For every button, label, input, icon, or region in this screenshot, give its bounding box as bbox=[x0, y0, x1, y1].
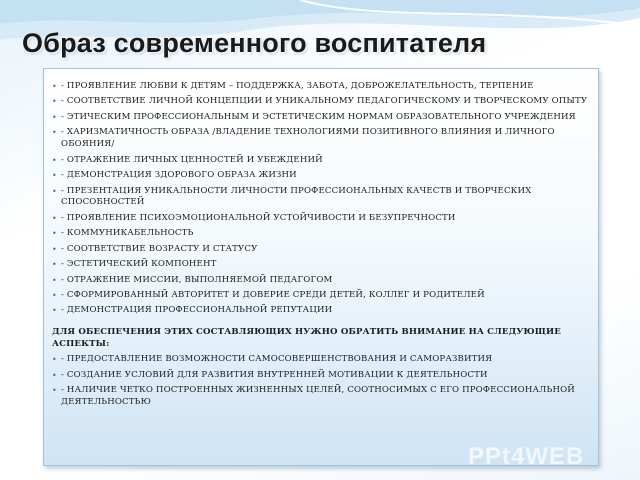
list-item bbox=[52, 244, 590, 256]
list-item-text: - ПРОЯВЛЕНИЕ ЛЮБВИ К ДЕТЯМ – ПОДДЕРЖКА, ЗАБОТА, ДОБРОЖЕЛАТЕЛЬНОСТЬ, ТЕРПЕНИЕ bbox=[61, 81, 534, 91]
list-item bbox=[52, 127, 590, 150]
list-item-text: - СООТВЕТСТВИЕ ВОЗРАСТУ И СТАТУСУ bbox=[61, 243, 258, 254]
watermark: PPt4WEB bbox=[468, 443, 585, 470]
list-item-text: - СООТВЕТСТВИЕ ЛИЧНОЙ КОНЦЕПЦИИ И УНИКАЛЬНОМУ ПЕДАГОГИЧЕСКОМУ И ТВОРЧЕСКОМУ ОПЫТУ bbox=[61, 96, 588, 107]
list-item-text: - ПРЕЗЕНТАЦИЯ УНИКАЛЬНОСТИ ЛИЧНОСТИ ПРОФЕССИОНАЛЬНЫХ КАЧЕСТВ И ТВОРЧЕСКИХ СПОСОБНОСТЕЙ bbox=[61, 185, 532, 208]
list-item bbox=[52, 275, 590, 287]
list-item bbox=[52, 228, 590, 240]
list-item-text: - НАЛИЧИЕ ЧЕТКО ПОСТРОЕННЫХ ЖИЗНЕННЫХ ЦЕЛЕЙ, СООТНОСИМЫХ С ЕГО ПРОФЕССИОНАЛЬНОЙ ДЕЯТЕЛЬНОСТЬЮ bbox=[61, 385, 575, 407]
bullet-icon: • bbox=[52, 155, 57, 165]
list-item-text: - ОТРАЖЕНИЕ МИССИИ, ВЫПОЛНЯЕМОЙ ПЕДАГОГОМ bbox=[61, 274, 333, 285]
list-item-text: - ПРЕДОСТАВЛЕНИЕ ВОЗМОЖНОСТИ САМОСОВЕРШЕНСТВОВАНИЯ И САМОРАЗВИТИЯ bbox=[61, 354, 493, 365]
list-item-text: - ОТРАЖЕНИЕ ЛИЧНЫХ ЦЕННОСТЕЙ И УБЕЖДЕНИЙ bbox=[61, 154, 323, 165]
list-item-text: - КОММУНИКАБЕЛЬНОСТЬ bbox=[61, 228, 194, 239]
bullet-icon: • bbox=[52, 291, 57, 300]
bullet-icon: • bbox=[52, 260, 57, 270]
bullet-icon: • bbox=[52, 128, 57, 138]
bullet-icon: • bbox=[52, 171, 57, 181]
list-item bbox=[52, 81, 590, 93]
list-item bbox=[52, 170, 590, 182]
bullet-icon: • bbox=[52, 213, 57, 223]
aspects-list bbox=[52, 354, 590, 408]
bullet-icon: • bbox=[52, 355, 57, 365]
bullet-icon: • bbox=[52, 244, 57, 254]
list-item-text: - ЭТИЧЕСКИМ ПРОФЕССИОНАЛЬНЫМ И ЭСТЕТИЧЕСКИМ НОРМАМ ОБРАЗОВАТЕЛЬНОГО УЧРЕЖДЕНИЯ bbox=[61, 111, 576, 122]
list-item bbox=[52, 354, 590, 366]
aspects-heading: ДЛЯ ОБЕСПЕЧЕНИЯ ЭТИХ СОСТАВЛЯЮЩИХ НУЖНО ОБРАТИТЬ ВНИМАНИЕ НА СЛЕДУЮЩИЕ АСПЕКТЫ: bbox=[52, 327, 561, 349]
list-item-text: - ДЕМОНСТРАЦИЯ ЗДОРОВОГО ОБРАЗА ЖИЗНИ bbox=[61, 170, 297, 181]
content-panel bbox=[43, 68, 599, 466]
bullet-icon: • bbox=[52, 386, 57, 396]
bullet-icon: • bbox=[52, 275, 57, 285]
list-item bbox=[52, 155, 590, 167]
bullet-icon: • bbox=[52, 112, 57, 122]
bullet-icon: • bbox=[52, 186, 57, 196]
bullet-icon: • bbox=[52, 306, 57, 316]
slide-title: Образ современного воспитателя bbox=[22, 28, 487, 58]
list-item bbox=[52, 290, 590, 302]
bullet-icon: • bbox=[52, 82, 57, 91]
list-item-text: - ПРОЯВЛЕНИЕ ПСИХОЭМОЦИОНАЛЬНОЙ УСТОЙЧИВОСТИ И БЕЗУПРЕЧНОСТИ bbox=[61, 212, 456, 223]
list-item-text: - ЭСТЕТИЧЕСКИЙ КОМПОНЕНТ bbox=[61, 259, 217, 270]
list-item bbox=[52, 385, 590, 408]
list-item-text: - ХАРИЗМАТИЧНОСТЬ ОБРАЗА /ВЛАДЕНИЕ ТЕХНОЛОГИЯМИ ПОЗИТИВНОГО ВЛИЯНИЯ И ЛИЧНОГО ОБОЯНИЯ/ bbox=[61, 127, 555, 150]
list-item bbox=[52, 186, 590, 209]
bullet-icon: • bbox=[52, 370, 57, 380]
qualities-list bbox=[52, 81, 590, 317]
list-item-text: - ДЕМОНСТРАЦИЯ ПРОФЕССИОНАЛЬНОЙ РЕПУТАЦИИ bbox=[61, 305, 333, 316]
list-item bbox=[52, 305, 590, 317]
list-item bbox=[52, 259, 590, 271]
list-item bbox=[52, 112, 590, 124]
list-item-text: - СОЗДАНИЕ УСЛОВИЙ ДЛЯ РАЗВИТИЯ ВНУТРЕННЕЙ МОТИВАЦИИ К ДЕЯТЕЛЬНОСТИ bbox=[61, 369, 488, 380]
list-item-text: - СФОРМИРОВАННЫЙ АВТОРИТЕТ И ДОВЕРИЕ СРЕДИ ДЕТЕЙ, КОЛЛЕГ И РОДИТЕЛЕЙ bbox=[61, 290, 485, 300]
bullet-icon: • bbox=[52, 97, 57, 107]
bullet-icon: • bbox=[52, 229, 57, 239]
list-item bbox=[52, 96, 590, 108]
list-item bbox=[52, 370, 590, 382]
list-item bbox=[52, 213, 590, 225]
